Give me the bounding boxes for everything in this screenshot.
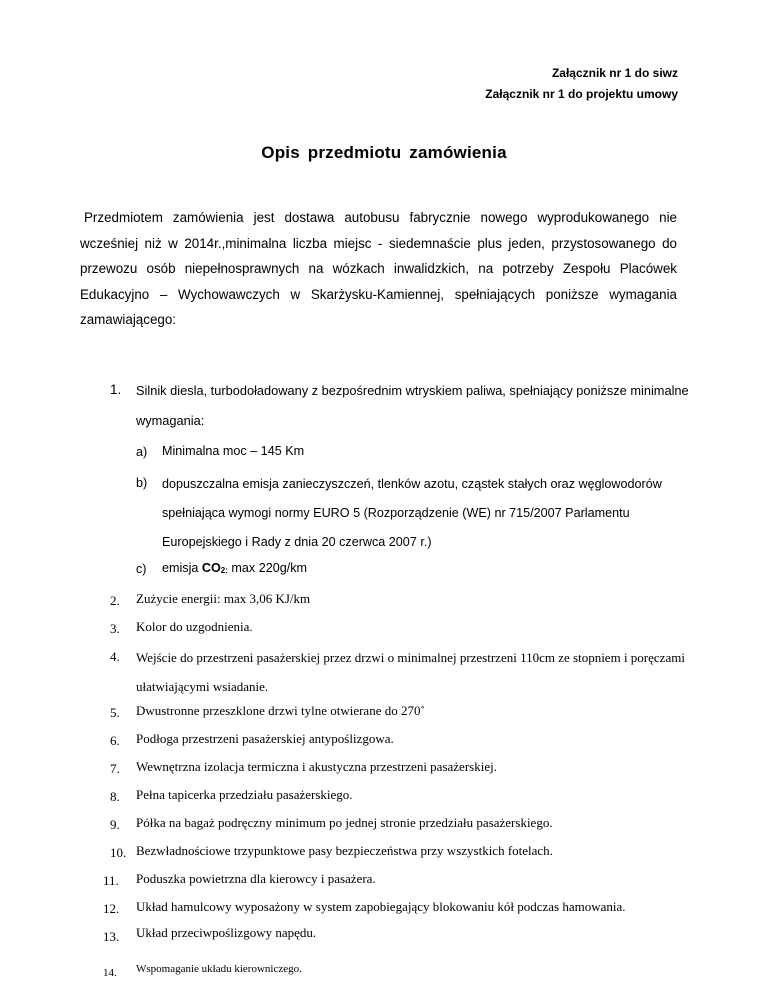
item-text: Układ przeciwpoślizgowy napędu. — [136, 925, 317, 940]
subitem-text — [162, 556, 692, 583]
document-title: Opis przedmiotu zamówienia — [261, 143, 507, 162]
subitem-text: dopuszczalna emisja zanieczyszczeń, tlenków azotu, cząstek stałych oraz węglowodorów spełniająca wymogi normy EURO 5 (Rozporządzenie (WE) nr 715/2007 Parlamentu Europejskiego i Rady z dnia 20 czerwca 2007 r.) — [162, 477, 662, 549]
item-number: 11. — [103, 873, 119, 888]
annex-siwz-label: Załącznik nr 1 do siwz — [551, 66, 678, 80]
item-text: Silnik diesla, turbodoładowany z bezpośrednim wtryskiem paliwa, spełniający poniższe minimalne wymagania: — [136, 383, 689, 428]
item-number: 12. — [103, 901, 120, 916]
co2-subscript: 2: — [220, 566, 228, 575]
subitem-letter: a) — [136, 445, 148, 459]
item-text: Zużycie energii: max 3,06 KJ/km — [136, 591, 311, 606]
item-text: Poduszka powietrzna dla kierowcy i pasażera. — [136, 871, 376, 886]
item-text: Półka na bagaż podręczny minimum po jednej stronie przedziału pasażerskiego. — [136, 815, 553, 830]
subitem-letter: c) — [136, 562, 147, 576]
item-number: 8. — [110, 789, 120, 804]
subitem-text-prefix: emisja — [162, 561, 202, 575]
item-number: 2. — [110, 593, 120, 608]
item-number: 14. — [103, 967, 117, 979]
item-number: 4. — [110, 649, 120, 664]
item-text: Podłoga przestrzeni pasażerskiej antypoślizgowa. — [136, 731, 394, 746]
item-text: Dwustronne przeszklone drzwi tylne otwierane do 270˚ — [136, 703, 425, 718]
item-text: Wewnętrzna izolacja termiczna i akustyczna przestrzeni pasażerskiej. — [136, 759, 497, 774]
annex-contract-label: Załącznik nr 1 do projektu umowy — [485, 87, 678, 101]
item-text: Pełna tapicerka przedziału pasażerskiego. — [136, 787, 353, 802]
subitem-letter: b) — [136, 476, 148, 490]
item-text: Układ hamulcowy wyposażony w system zapobiegający blokowaniu kół podczas hamowania. — [136, 899, 626, 914]
item-text: Bezwładnościowe trzypunktowe pasy bezpieczeństwa przy wszystkich fotelach. — [136, 843, 553, 858]
item-text: Wspomaganie układu kierowniczego. — [136, 963, 302, 975]
item-text: Wejście do przestrzeni pasażerskiej przez drzwi o minimalnej przestrzeni 110cm ze stopniem i poręczami ułatwiającymi wsiadanie. — [136, 650, 685, 694]
item-number: 1. — [110, 382, 122, 397]
subitem-text-suffix: max 220g/km — [227, 561, 307, 575]
item-number: 7. — [110, 761, 120, 776]
item-number: 3. — [110, 621, 120, 636]
intro-paragraph: Przedmiotem zamówienia jest dostawa autobusu fabrycznie nowego wyprodukowanego nie wcześniej niż w 2014r.,minimalna liczba miejsc - siedemnaście plus jeden, przystosowanego do przewozu osób niepełnosprawnych na wózkach inwalidzkich, na potrzeby Zespołu Placówek Edukacyjno – Wychowawczych w Skarżysku-Kamiennej, spełniających poniższe wymagania zamawiającego: — [80, 210, 677, 327]
subitem-text: Minimalna moc – 145 Km — [162, 444, 305, 458]
item-number: 5. — [110, 705, 120, 720]
item-number: 10. — [110, 845, 127, 860]
item-text: Kolor do uzgodnienia. — [136, 619, 253, 634]
item-number: 6. — [110, 733, 120, 748]
item-number: 13. — [103, 929, 120, 944]
co2-label: CO — [201, 561, 221, 575]
item-number: 9. — [110, 817, 120, 832]
